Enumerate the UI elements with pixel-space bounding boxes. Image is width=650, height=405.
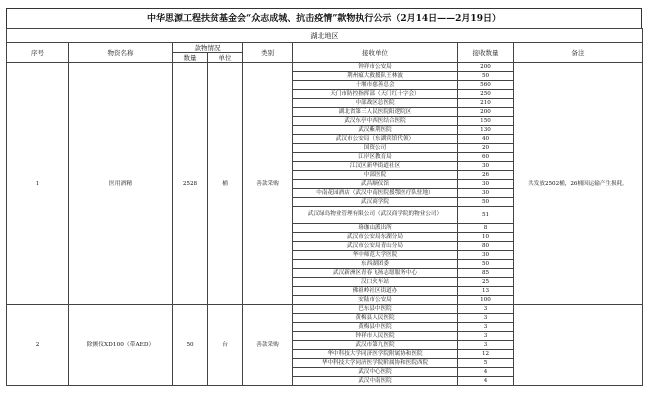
recipient-name: 武汉商学院 — [293, 198, 458, 207]
recipient-qty: 3 — [458, 323, 514, 332]
recipient-qty: 10 — [458, 233, 514, 242]
recipient-name: 中部医院 — [293, 171, 458, 180]
recipient-name: 武汉绿岛物业管理有限公司（武汉商学院的物业公司） — [293, 207, 458, 224]
recipient-qty: 3 — [458, 332, 514, 341]
header-category: 类别 — [243, 43, 293, 63]
recipient-qty: 50 — [458, 198, 514, 207]
header-receiver: 接收单位 — [293, 43, 458, 63]
recipient-qty: 25 — [458, 278, 514, 287]
recipient-qty: 30 — [458, 162, 514, 171]
header-remark: 备注 — [514, 43, 643, 63]
recipient-name: 东西湖团委 — [293, 260, 458, 269]
recipient-qty: 50 — [458, 260, 514, 269]
recipient-qty: 200 — [458, 63, 514, 72]
item-name: 医用酒精 — [69, 63, 173, 305]
recipient-name: 黄梅县中医院 — [293, 323, 458, 332]
item-quantity: 50 — [173, 305, 208, 386]
recipient-qty: 210 — [458, 99, 514, 108]
table-row — [7, 305, 643, 314]
item-quantity: 2528 — [173, 63, 208, 305]
recipient-qty: 30 — [458, 180, 514, 189]
item-remark — [514, 305, 643, 386]
recipient-qty: 4 — [458, 368, 514, 377]
recipient-name: 武昌顺仪馆 — [293, 180, 458, 189]
recipient-qty: 4 — [458, 377, 514, 386]
recipient-qty: 560 — [458, 81, 514, 90]
recipient-qty: 8 — [458, 224, 514, 233]
recipient-name: 天门市防控指挥部（天门红十字会） — [293, 90, 458, 99]
recipient-name: 钟祥市公安局 — [293, 63, 458, 72]
item-category: 善款采购 — [243, 305, 293, 386]
header-item-name: 物资名称 — [69, 43, 173, 63]
recipient-name: 华中科技大学同济医学院附属协和医院西院 — [293, 359, 458, 368]
recipient-name: 十堰市慈善总会 — [293, 81, 458, 90]
item-remark: 共发放2502桶，26桶因运输产生损耗。 — [514, 63, 643, 305]
recipient-qty: 85 — [458, 269, 514, 278]
distribution-table — [6, 28, 643, 386]
recipient-name: 珞珈山派出所 — [293, 224, 458, 233]
recipient-qty: 3 — [458, 341, 514, 350]
item-seq: 2 — [7, 305, 69, 386]
recipient-qty: 40 — [458, 135, 514, 144]
recipient-name: 武汉中南医院 — [293, 377, 458, 386]
recipient-name: 钟祥市人民医院 — [293, 332, 458, 341]
recipient-name: 华中科技大学同济医学院附属协和医院 — [293, 350, 458, 359]
recipient-name: 武汉市公安局（东湖宾馆代领） — [293, 135, 458, 144]
region-title: 湖北地区 — [7, 29, 643, 43]
page-title: 中华思源工程扶贫基金会“众志成城、抗击疫情”款物执行公示（2月14日——2月19日） — [6, 8, 642, 28]
recipient-name: 武汉中心医院 — [293, 368, 458, 377]
recipient-qty: 30 — [458, 189, 514, 198]
recipient-name: 武汉紫荆医院 — [293, 126, 458, 135]
recipient-qty: 3 — [458, 314, 514, 323]
recipient-name: 黄梅县人民医院 — [293, 314, 458, 323]
recipient-qty: 80 — [458, 242, 514, 251]
recipient-name: 国资公司 — [293, 144, 458, 153]
header-situation: 款物情况 — [173, 43, 243, 53]
recipient-qty: 30 — [458, 251, 514, 260]
recipient-name: 江汉区新华街道社区 — [293, 162, 458, 171]
item-name: 除颤仪XD100（带AED） — [69, 305, 173, 386]
header-unit: 单位 — [208, 53, 243, 63]
recipient-qty: 100 — [458, 296, 514, 305]
item-seq: 1 — [7, 63, 69, 305]
recipient-qty: 51 — [458, 207, 514, 224]
recipient-qty: 250 — [458, 90, 514, 99]
recipient-name: 武汉新洲区青春飞扬志愿服务中心 — [293, 269, 458, 278]
recipient-name: 武汉市公安局东湖分局 — [293, 233, 458, 242]
recipient-qty: 150 — [458, 117, 514, 126]
recipient-name: 巴东县中医院 — [293, 305, 458, 314]
header-seq: 序号 — [7, 43, 69, 63]
recipient-name: 中部战区总医院 — [293, 99, 458, 108]
recipient-name: 湖北省第三人民医院阳逻院区 — [293, 108, 458, 117]
recipient-qty: 13 — [458, 287, 514, 296]
recipient-name: 安陆市公安局 — [293, 296, 458, 305]
item-unit: 桶 — [208, 63, 243, 305]
header-receive-qty: 接收数量 — [458, 43, 514, 63]
recipient-name: 江岸区教育局 — [293, 153, 458, 162]
recipient-qty: 50 — [458, 72, 514, 81]
recipient-qty: 12 — [458, 350, 514, 359]
recipient-name: 荆州瘟大救援队王林波 — [293, 72, 458, 81]
recipient-qty: 20 — [458, 144, 514, 153]
recipient-qty: 130 — [458, 126, 514, 135]
recipient-name: 汉口火车站 — [293, 278, 458, 287]
recipient-name: 武汉市公安局青山分局 — [293, 242, 458, 251]
recipient-qty: 3 — [458, 305, 514, 314]
header-quantity: 数量 — [173, 53, 208, 63]
recipient-qty: 26 — [458, 171, 514, 180]
item-unit: 台 — [208, 305, 243, 386]
recipient-qty: 5 — [458, 359, 514, 368]
recipient-qty: 200 — [458, 108, 514, 117]
item-category: 善款采购 — [243, 63, 293, 305]
recipient-name: 武汉市第九医院 — [293, 341, 458, 350]
recipient-name: 佛祖岭社区街道办 — [293, 287, 458, 296]
recipient-name: 华中师范大学医院 — [293, 251, 458, 260]
recipient-name: 武汉东亭中西医结合医院 — [293, 117, 458, 126]
table-row — [7, 63, 643, 72]
recipient-qty: 60 — [458, 153, 514, 162]
recipient-name: 中南花园酒店（武汉中南医院援鄂医疗队驻地） — [293, 189, 458, 198]
